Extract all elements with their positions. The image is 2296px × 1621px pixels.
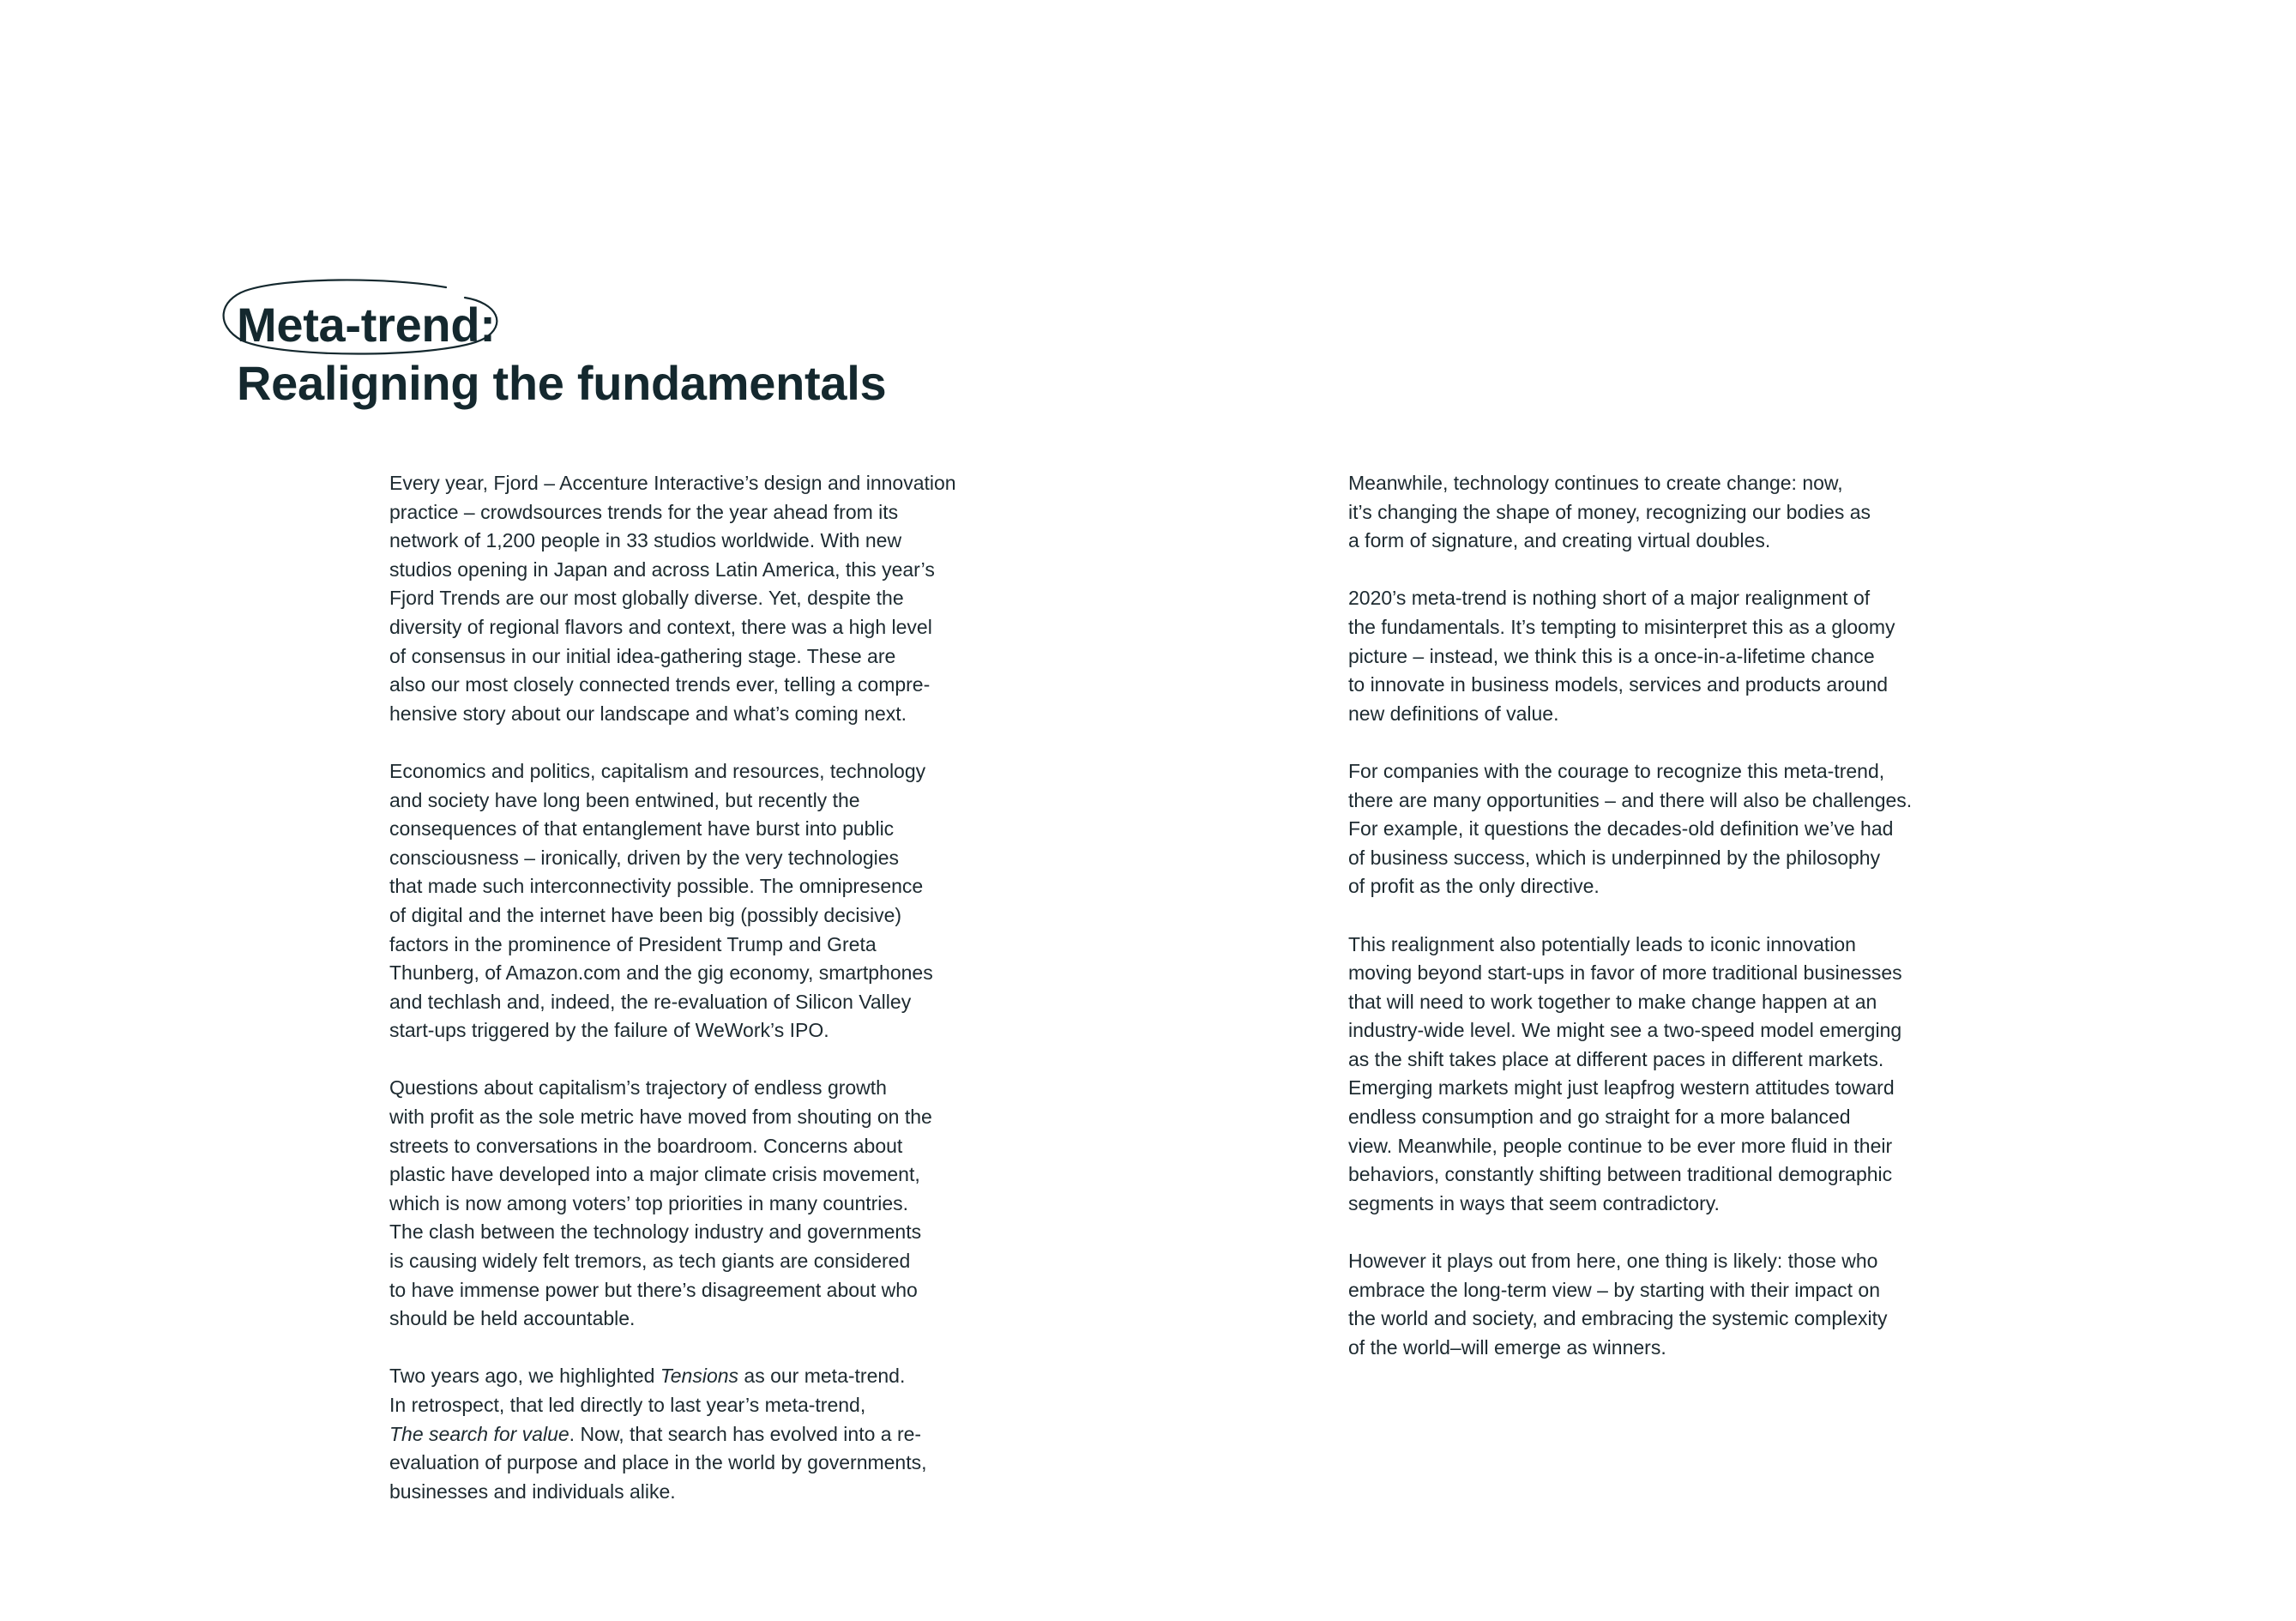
text-line: and techlash and, indeed, the re-evaluation of Silicon Valley [389, 990, 912, 1013]
text-line: industry-wide level. We might see a two-speed model emerging [1348, 1019, 1902, 1042]
text-line: picture – instead, we think this is a once-in-a-lifetime chance [1348, 644, 1875, 667]
text-line: of business success, which is underpinned by the philosophy [1348, 846, 1881, 869]
text-line: network of 1,200 people in 33 studios worldwide. With new [389, 529, 902, 552]
text-line: new definitions of value. [1348, 702, 1559, 725]
text-line: For example, it questions the decades-old definition we’ve had [1348, 817, 1894, 841]
right-paragraph-5 [1348, 1247, 1949, 1362]
right-paragraph-1 [1348, 469, 1949, 556]
text-line: Questions about capitalism’s trajectory of endless growth [389, 1076, 887, 1100]
text-line: consequences of that entanglement have burst into public [389, 817, 895, 841]
heading-title: Realigning the fundamentals [237, 356, 887, 410]
page-heading [237, 296, 886, 413]
text-line: there are many opportunities – and there will also be challenges. [1348, 788, 1913, 811]
right-paragraph-3 [1348, 757, 1949, 901]
text-line: embrace the long-term view – by starting with their impact on [1348, 1278, 1880, 1301]
text-line: plastic have developed into a major climate crisis movement, [389, 1163, 920, 1186]
text-line: start-ups triggered by the failure of WeWork’s IPO. [389, 1019, 829, 1042]
text-line: consciousness – ironically, driven by the very technologies [389, 846, 900, 869]
heading-eyebrow: Meta-trend: [237, 298, 496, 352]
text-line: a form of signature, and creating virtual doubles. [1348, 529, 1771, 552]
left-paragraph-3 [389, 1074, 990, 1333]
text-fragment: as our meta-trend. [738, 1365, 906, 1388]
text-line: the world and society, and embracing the systemic complexity [1348, 1307, 1888, 1330]
text-line: also our most closely connected trends ever, telling a compre- [389, 673, 931, 696]
text-line: For companies with the courage to recognize this meta-trend, [1348, 759, 1885, 782]
italic-title-search-for-value: The search for value [389, 1422, 569, 1445]
text-line: should be held accountable. [389, 1307, 636, 1330]
text-line: and society have long been entwined, but recently the [389, 788, 860, 811]
text-fragment: Two years ago, we highlighted [389, 1365, 660, 1388]
text-line: to have immense power but there’s disagreement about who [389, 1278, 918, 1301]
text-line: moving beyond start-ups in favor of more traditional businesses [1348, 961, 1902, 985]
text-line: to innovate in business models, services and products around [1348, 673, 1889, 696]
text-line [389, 1362, 990, 1391]
text-line: endless consumption and go straight for a more balanced [1348, 1106, 1851, 1129]
text-line: with profit as the sole metric have moved from shouting on the [389, 1106, 932, 1129]
text-line: Emerging markets might just leapfrog western attitudes toward [1348, 1076, 1895, 1100]
text-line: factors in the prominence of President Trump and Greta [389, 932, 877, 955]
text-line: of profit as the only directive. [1348, 875, 1600, 898]
eyebrow-wrap [237, 296, 496, 354]
text-line: behaviors, constantly shifting between traditional demographic [1348, 1163, 1893, 1186]
left-column [389, 469, 990, 1535]
text-line: In retrospect, that led directly to last year’s meta-trend, [389, 1394, 866, 1416]
text-line: of consensus in our initial idea-gathering stage. These are [389, 644, 896, 667]
text-line: The clash between the technology industry and governments [389, 1220, 922, 1244]
italic-title-tensions: Tensions [660, 1365, 739, 1388]
text-line [389, 1420, 990, 1449]
text-line: evaluation of purpose and place in the world by governments, [389, 1451, 927, 1474]
right-paragraph-2 [1348, 584, 1949, 728]
text-line: Thunberg, of Amazon.com and the gig economy, smartphones [389, 961, 933, 985]
text-line: the fundamentals. It’s tempting to misinterpret this as a gloomy [1348, 615, 1895, 638]
text-line: view. Meanwhile, people continue to be ever more fluid in their [1348, 1134, 1893, 1157]
left-paragraph-4 [389, 1362, 990, 1506]
text-line: streets to conversations in the boardroom. Concerns about [389, 1134, 903, 1157]
text-line: However it plays out from here, one thing is likely: those who [1348, 1250, 1878, 1273]
text-line: This realignment also potentially leads to iconic innovation [1348, 932, 1856, 955]
text-line: diversity of regional flavors and context, there was a high level [389, 615, 932, 638]
text-line: businesses and individuals alike. [389, 1479, 676, 1503]
right-column [1348, 469, 1949, 1391]
text-line: hensive story about our landscape and what’s coming next. [389, 702, 907, 725]
text-line: of the world–will emerge as winners. [1348, 1335, 1666, 1359]
text-line: of digital and the internet have been big (possibly decisive) [389, 903, 902, 926]
heading-eyebrow-line [237, 296, 886, 354]
text-line: which is now among voters’ top priorities in many countries. [389, 1191, 909, 1214]
text-fragment: . Now, that search has evolved into a re- [569, 1422, 922, 1445]
text-line: as the shift takes place at different paces in different markets. [1348, 1047, 1884, 1070]
text-line: studios opening in Japan and across Latin America, this year’s [389, 557, 935, 581]
text-line: segments in ways that seem contradictory. [1348, 1191, 1720, 1214]
text-line: that made such interconnectivity possible. The omnipresence [389, 875, 924, 898]
text-line: is causing widely felt tremors, as tech giants are considered [389, 1250, 911, 1273]
text-line: Fjord Trends are our most globally diverse. Yet, despite the [389, 587, 904, 610]
text-line: Every year, Fjord – Accenture Interactive’s design and innovation [389, 472, 956, 494]
right-paragraph-4 [1348, 931, 1949, 1219]
text-line: practice – crowdsources trends for the year ahead from its [389, 500, 899, 523]
text-line: 2020’s meta-trend is nothing short of a major realignment of [1348, 587, 1871, 610]
text-line: Meanwhile, technology continues to create change: now, [1348, 472, 1843, 494]
left-paragraph-2 [389, 757, 990, 1046]
text-line: Economics and politics, capitalism and resources, technology [389, 759, 926, 782]
text-line: that will need to work together to make change happen at an [1348, 990, 1877, 1013]
left-paragraph-1 [389, 469, 990, 728]
text-line: it’s changing the shape of money, recognizing our bodies as [1348, 500, 1871, 523]
